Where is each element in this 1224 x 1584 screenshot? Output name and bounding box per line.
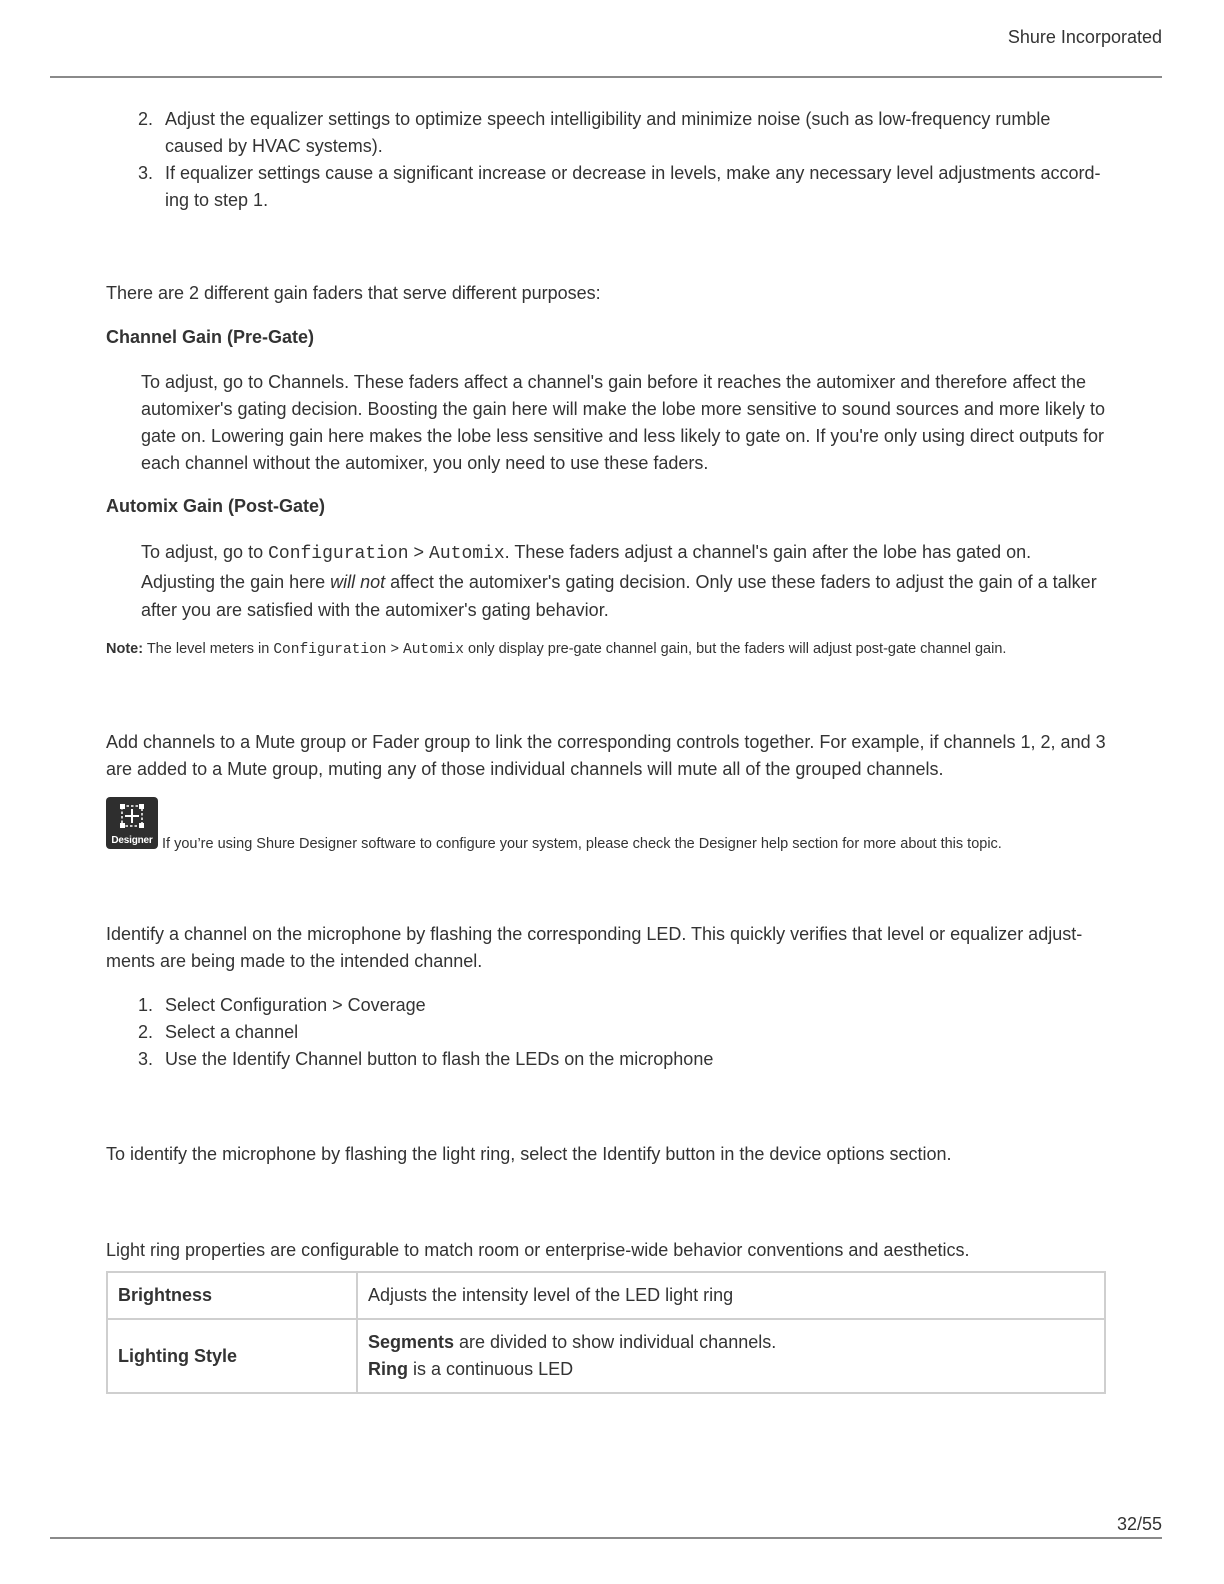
list-text: Select a channel	[165, 1022, 299, 1042]
emphasis: will not	[330, 572, 386, 592]
footer-divider	[50, 1537, 1162, 1539]
light-ring-table	[106, 1271, 1106, 1394]
list-number: 3.	[137, 163, 153, 183]
list-number: 3.	[137, 1049, 153, 1069]
channel-gain-text: To adjust, go to Channels. These faders affect a channel's gain before it reaches the automixer and therefore affect the automixer's gating decision. Boosting the gain here will make the lobe more sensitive to sound sources and more likely to gate on. Lowering gain here makes the lobe less sensitive and less likely to gate on. If you're only using direct outputs for each channel without the automixer, you only need to use these faders.	[141, 372, 1105, 473]
table-value: Adjusts the intensity level of the LED light ring	[357, 1272, 1105, 1319]
company-name: Shure Incorporated	[1007, 27, 1162, 47]
channel-gain-heading: Channel Gain (Pre-Gate)	[106, 327, 315, 347]
table-value: Segments are divided to show individual channels. Ring is a continuous LED	[357, 1319, 1105, 1393]
automix-gain-text: To adjust, go to Configuration > Automix. These faders adjust a channel's gain after the lobe has gated on. Adjusting the gain here will not affect the automixer's gating decision. Only use these faders to adjust the gain of a talker after you are satisfied with the automixer's gating behavior.	[141, 542, 1097, 620]
config-path: Configuration	[268, 544, 409, 564]
identify-channel-text: Identify a channel on the microphone by flashing the corresponding LED. This quickly verifies that level or equalizer adjust-ments are being made to the intended channel.	[106, 924, 1083, 971]
groups-text: Add channels to a Mute group or Fader group to link the corresponding controls together. For example, if channels 1, 2, and 3 are added to a Mute group, muting any of those individual channels will mute all of the grouped channels.	[106, 732, 1106, 779]
table-key: Brightness	[107, 1272, 357, 1319]
note: Note: The level meters in Configuration > Automix only display pre-gate channel gain, but the faders will adjust post-gate channel gain.	[106, 641, 1007, 658]
designer-icon-label: Designer	[111, 835, 153, 846]
identify-mic-text: To identify the microphone by flashing the light ring, select the Identify button in the device options section.	[106, 1144, 952, 1164]
list-text: Use the Identify Channel button to flash the LEDs on the microphone	[165, 1049, 714, 1069]
designer-icon	[106, 797, 158, 849]
list-number: 1.	[137, 995, 153, 1015]
table-row	[107, 1272, 1105, 1319]
note-label: Note:	[106, 641, 144, 657]
automix-path: Automix	[429, 544, 505, 564]
list-text: Select Configuration > Coverage	[165, 995, 426, 1015]
page-number: 32/55	[1116, 1514, 1162, 1534]
table-row	[107, 1319, 1105, 1393]
list-number: 2.	[137, 1022, 153, 1042]
table-key: Lighting Style	[107, 1319, 357, 1393]
list-text: Adjust the equalizer settings to optimize speech intelligibility and minimize noise (such as low-frequency rumble caused by HVAC systems).	[165, 109, 1051, 156]
gain-intro: There are 2 different gain faders that serve different purposes:	[106, 283, 601, 303]
light-ring-intro: Light ring properties are configurable to match room or enterprise-wide behavior conventions and aesthetics.	[106, 1240, 970, 1260]
list-text: If equalizer settings cause a significant increase or decrease in levels, make any necessary level adjustments accord-ing to step 1.	[165, 163, 1101, 210]
list-number: 2.	[137, 109, 153, 129]
automix-gain-heading: Automix Gain (Post-Gate)	[106, 496, 326, 516]
designer-note: If you’re using Shure Designer software to configure your system, please check the Designer help section for more about this topic.	[162, 836, 1002, 852]
header-divider	[50, 76, 1162, 78]
